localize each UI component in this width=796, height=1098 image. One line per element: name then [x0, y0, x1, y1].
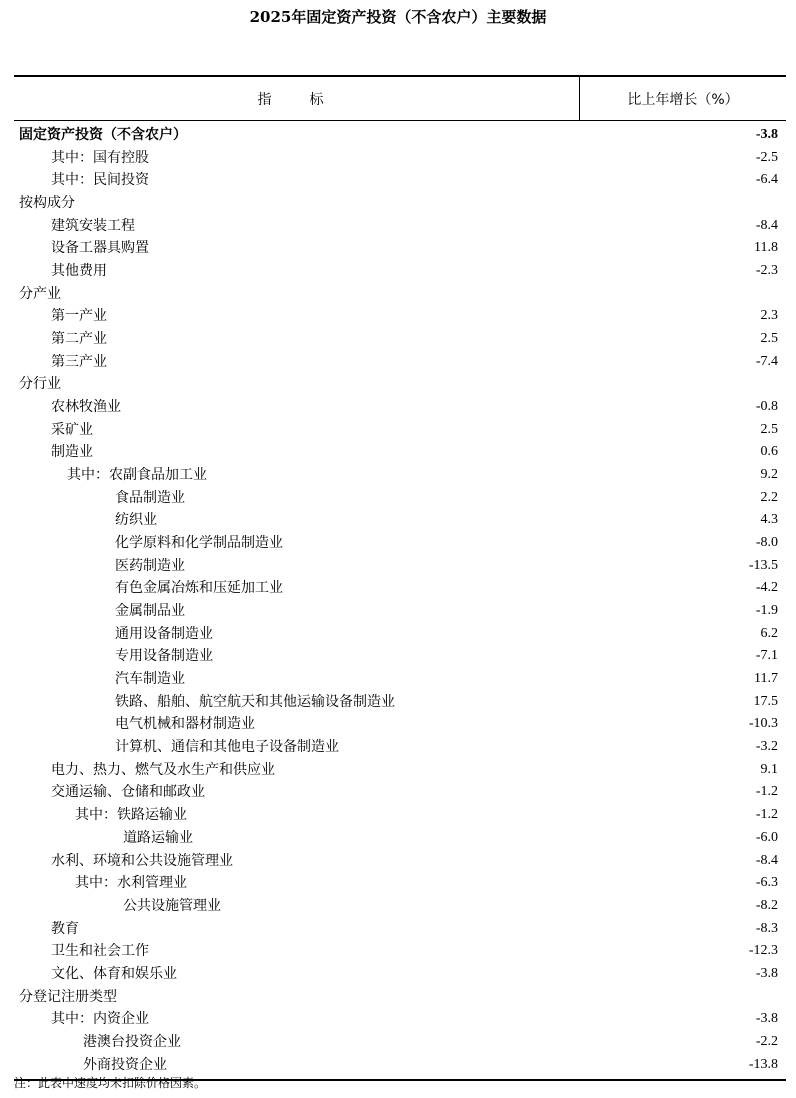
row-value: 11.7 [754, 671, 778, 687]
table-row [14, 850, 786, 873]
table-row [14, 441, 786, 464]
header-bottom-rule [14, 120, 786, 121]
row-value: -1.2 [755, 807, 778, 823]
table-body [14, 124, 786, 1076]
row-label: 设备工器具购置 [51, 240, 149, 257]
row-label: 采矿业 [51, 421, 93, 438]
row-label: 制造业 [51, 444, 93, 461]
row-label: 电气机械和器材制造业 [115, 716, 255, 733]
row-value: -4.2 [755, 580, 778, 596]
row-label: 电力、热力、燃气及水生产和供应业 [51, 761, 275, 778]
table-row [14, 419, 786, 442]
row-value: -0.8 [755, 399, 778, 415]
table-row [14, 1008, 786, 1031]
row-label: 公共设施管理业 [123, 897, 221, 914]
row-label: 固定资产投资（不含农户） [19, 127, 187, 143]
row-value: 2.3 [760, 308, 778, 324]
table-row [14, 147, 786, 170]
row-value: -12.3 [748, 943, 778, 959]
table-row [14, 600, 786, 623]
row-label: 其中：水利管理业 [75, 875, 187, 892]
row-label: 卫生和社会工作 [51, 943, 149, 960]
row-label: 铁路、船舶、航空航天和其他运输设备制造业 [115, 693, 395, 710]
row-label: 按构成分 [19, 195, 75, 212]
column-header-indicator: 指 标 [257, 92, 336, 108]
column-header-growth: 比上年增长（%） [627, 92, 739, 108]
row-value: -7.1 [755, 648, 778, 664]
row-label: 分行业 [19, 376, 61, 393]
row-value: 2.2 [760, 489, 778, 505]
table-row [14, 283, 786, 306]
row-label: 分登记注册类型 [19, 988, 117, 1005]
table-row [14, 305, 786, 328]
row-value: -8.2 [755, 897, 778, 913]
row-label: 建筑安装工程 [51, 217, 135, 234]
table-row [14, 396, 786, 419]
row-value: 11.8 [754, 240, 778, 256]
table-row [14, 691, 786, 714]
table-row [14, 895, 786, 918]
row-value: -6.3 [755, 875, 778, 891]
table-row [14, 555, 786, 578]
row-value: -3.8 [755, 127, 778, 142]
row-label: 港澳台投资企业 [83, 1033, 181, 1050]
row-label: 计算机、通信和其他电子设备制造业 [115, 739, 339, 756]
table-row [14, 1054, 786, 1077]
table-row [14, 328, 786, 351]
table-row [14, 918, 786, 941]
table-row [14, 963, 786, 986]
row-value: 9.1 [760, 761, 778, 777]
row-value: -13.5 [748, 557, 778, 573]
row-label: 有色金属冶炼和压延加工业 [115, 580, 283, 597]
row-label: 纺织业 [115, 512, 157, 529]
row-value: 4.3 [760, 512, 778, 528]
table-row [14, 759, 786, 782]
row-value: 2.5 [760, 331, 778, 347]
table-row [14, 668, 786, 691]
row-value: -10.3 [748, 716, 778, 732]
row-value: -2.2 [755, 1033, 778, 1049]
row-label: 外商投资企业 [83, 1056, 167, 1073]
table-row [14, 260, 786, 283]
table-row [14, 215, 786, 238]
row-value: -8.4 [755, 217, 778, 233]
row-value: -1.9 [755, 603, 778, 619]
row-value: 2.5 [760, 421, 778, 437]
table-row [14, 509, 786, 532]
row-value: 9.2 [760, 467, 778, 483]
table-row [14, 736, 786, 759]
table-row [14, 169, 786, 192]
row-label: 通用设备制造业 [115, 625, 213, 642]
table-row [14, 986, 786, 1009]
table-row [14, 804, 786, 827]
row-label: 化学原料和化学制品制造业 [115, 535, 283, 552]
table-row [14, 872, 786, 895]
row-value: -6.0 [755, 829, 778, 845]
row-value: 0.6 [760, 444, 778, 460]
table-row [14, 940, 786, 963]
table-row [14, 623, 786, 646]
row-value: -3.8 [755, 1011, 778, 1027]
table-row [14, 464, 786, 487]
row-label: 金属制品业 [115, 603, 185, 620]
table-row [14, 577, 786, 600]
row-label: 农林牧渔业 [51, 399, 121, 416]
table-row [14, 124, 786, 147]
row-value: -3.2 [755, 739, 778, 755]
table-row [14, 645, 786, 668]
table-row [14, 351, 786, 374]
table-row [14, 713, 786, 736]
table-row [14, 237, 786, 260]
row-value: -3.8 [755, 965, 778, 981]
row-label: 第一产业 [51, 308, 107, 325]
row-label: 食品制造业 [115, 489, 185, 506]
table-row [14, 827, 786, 850]
row-value: -8.3 [755, 920, 778, 936]
row-label: 道路运输业 [123, 829, 193, 846]
table-row [14, 192, 786, 215]
row-value: -2.5 [755, 149, 778, 165]
row-value: -8.0 [755, 535, 778, 551]
row-label: 其中：内资企业 [51, 1011, 149, 1028]
row-value: -7.4 [755, 353, 778, 369]
row-value: -8.4 [755, 852, 778, 868]
row-label: 其中：国有控股 [51, 149, 149, 166]
table-row [14, 373, 786, 396]
row-label: 第二产业 [51, 331, 107, 348]
table-row [14, 781, 786, 804]
row-label: 文化、体育和娱乐业 [51, 965, 177, 982]
table-row [14, 1031, 786, 1054]
footnote: 注：此表中速度均未扣除价格因素。 [14, 1076, 207, 1090]
row-label: 水利、环境和公共设施管理业 [51, 852, 233, 869]
row-label: 其中：农副食品加工业 [67, 467, 207, 484]
row-value: 17.5 [753, 693, 778, 709]
page-title: 2025年固定资产投资（不含农户）主要数据 [249, 8, 547, 26]
row-value: 6.2 [760, 625, 778, 641]
row-label: 汽车制造业 [115, 671, 185, 688]
row-value: -1.2 [755, 784, 778, 800]
row-label: 其他费用 [51, 263, 107, 280]
table-row [14, 532, 786, 555]
table-row [14, 487, 786, 510]
row-value: -13.8 [748, 1056, 778, 1072]
row-label: 其中：铁路运输业 [75, 807, 187, 824]
row-value: -6.4 [755, 172, 778, 188]
row-value: -2.3 [755, 263, 778, 279]
row-label: 专用设备制造业 [115, 648, 213, 665]
row-label: 教育 [51, 920, 79, 937]
row-label: 其中：民间投资 [51, 172, 149, 189]
row-label: 第三产业 [51, 353, 107, 370]
row-label: 医药制造业 [115, 557, 185, 574]
row-label: 分产业 [19, 285, 61, 302]
row-label: 交通运输、仓储和邮政业 [51, 784, 205, 801]
